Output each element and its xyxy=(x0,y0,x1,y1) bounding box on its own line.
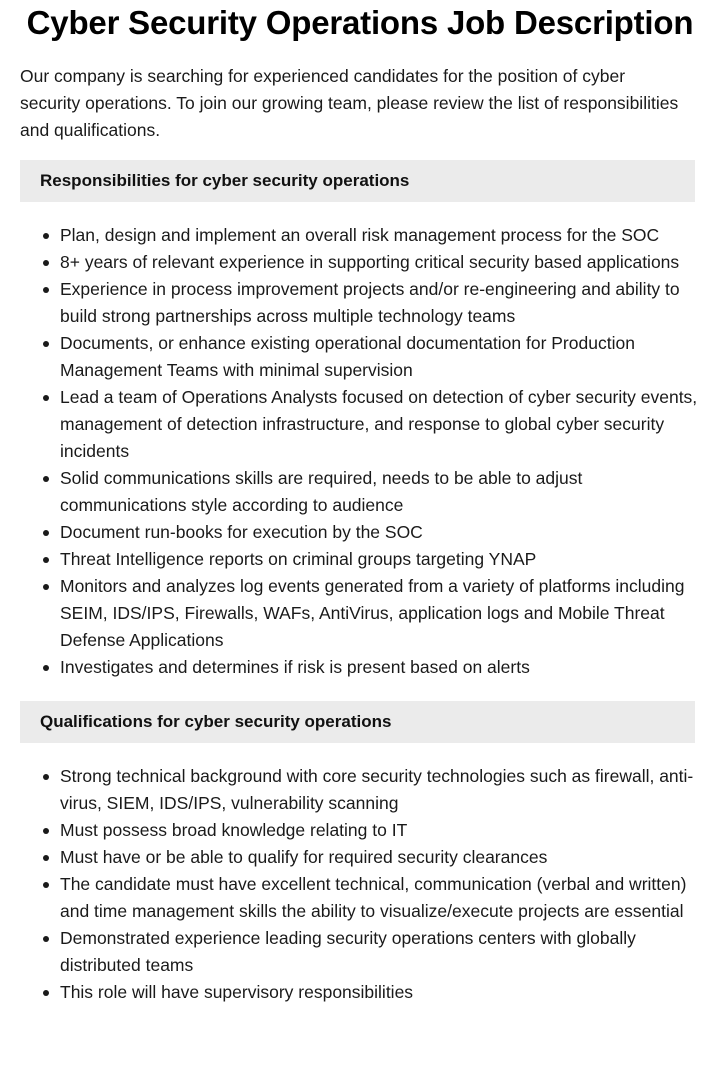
list-item-text: Must have or be able to qualify for required security clearances xyxy=(60,847,548,867)
list-item xyxy=(60,384,700,465)
list-item-text: Solid communications skills are required, needs to be able to adjust communications style according to audience xyxy=(60,468,583,515)
list-item xyxy=(60,925,700,979)
list-item-text: Monitors and analyzes log events generated from a variety of platforms including SEIM, IDS/IPS, Firewalls, WAFs, AntiVirus, application logs and Mobile Threat Defense Applications xyxy=(60,576,685,650)
list-item xyxy=(60,979,700,1006)
list-item xyxy=(60,871,700,925)
bullet-icon xyxy=(43,476,49,482)
list-item xyxy=(60,222,700,249)
list-item-text: Lead a team of Operations Analysts focused on detection of cyber security events, management of detection infrastructure, and response to global cyber security incidents xyxy=(60,387,698,461)
list-item xyxy=(60,546,700,573)
list-item xyxy=(60,817,700,844)
bullet-icon xyxy=(43,584,49,590)
list-item xyxy=(60,763,700,817)
list-item xyxy=(60,465,700,519)
responsibilities-list xyxy=(0,222,700,681)
list-item-text: Demonstrated experience leading security operations centers with globally distributed teams xyxy=(60,928,636,975)
bullet-icon xyxy=(43,990,49,996)
list-item-text: 8+ years of relevant experience in supporting critical security based applications xyxy=(60,252,680,272)
qualifications-list xyxy=(0,763,700,1006)
bullet-icon xyxy=(43,855,49,861)
list-item xyxy=(60,249,700,276)
list-item xyxy=(60,654,700,681)
bullet-icon xyxy=(43,665,49,671)
list-item xyxy=(60,844,700,871)
qualifications-heading: Qualifications for cyber security operations xyxy=(20,701,695,743)
list-item xyxy=(60,330,700,384)
bullet-icon xyxy=(43,395,49,401)
bullet-icon xyxy=(43,341,49,347)
bullet-icon xyxy=(43,233,49,239)
list-item-text: Strong technical background with core security technologies such as firewall, anti-virus, SIEM, IDS/IPS, vulnerability scanning xyxy=(60,766,694,813)
list-item xyxy=(60,573,700,654)
list-item-text: Experience in process improvement projects and/or re-engineering and ability to build strong partnerships across multiple technology teams xyxy=(60,279,680,326)
bullet-icon xyxy=(43,287,49,293)
list-item-text: Investigates and determines if risk is present based on alerts xyxy=(60,657,530,677)
bullet-icon xyxy=(43,936,49,942)
bullet-icon xyxy=(43,557,49,563)
intro-paragraph: Our company is searching for experienced candidates for the position of cyber security operations. To join our growing team, please review the list of responsibilities and qualifications. xyxy=(20,66,679,140)
list-item-text: Documents, or enhance existing operational documentation for Production Management Teams with minimal supervision xyxy=(60,333,635,380)
bullet-icon xyxy=(43,530,49,536)
page-title: Cyber Security Operations Job Description xyxy=(26,4,694,41)
list-item-text: Must possess broad knowledge relating to IT xyxy=(60,820,408,840)
list-item-text: This role will have supervisory responsibilities xyxy=(60,982,414,1002)
list-item-text: Threat Intelligence reports on criminal groups targeting YNAP xyxy=(60,549,537,569)
list-item xyxy=(60,519,700,546)
list-item-text: The candidate must have excellent technical, communication (verbal and written) and time management skills the ability to visualize/execute projects are essential xyxy=(60,874,687,921)
bullet-icon xyxy=(43,828,49,834)
bullet-icon xyxy=(43,774,49,780)
bullet-icon xyxy=(43,882,49,888)
responsibilities-heading: Responsibilities for cyber security operations xyxy=(20,160,695,202)
list-item-text: Plan, design and implement an overall risk management process for the SOC xyxy=(60,225,660,245)
list-item-text: Document run-books for execution by the SOC xyxy=(60,522,423,542)
list-item xyxy=(60,276,700,330)
bullet-icon xyxy=(43,260,49,266)
